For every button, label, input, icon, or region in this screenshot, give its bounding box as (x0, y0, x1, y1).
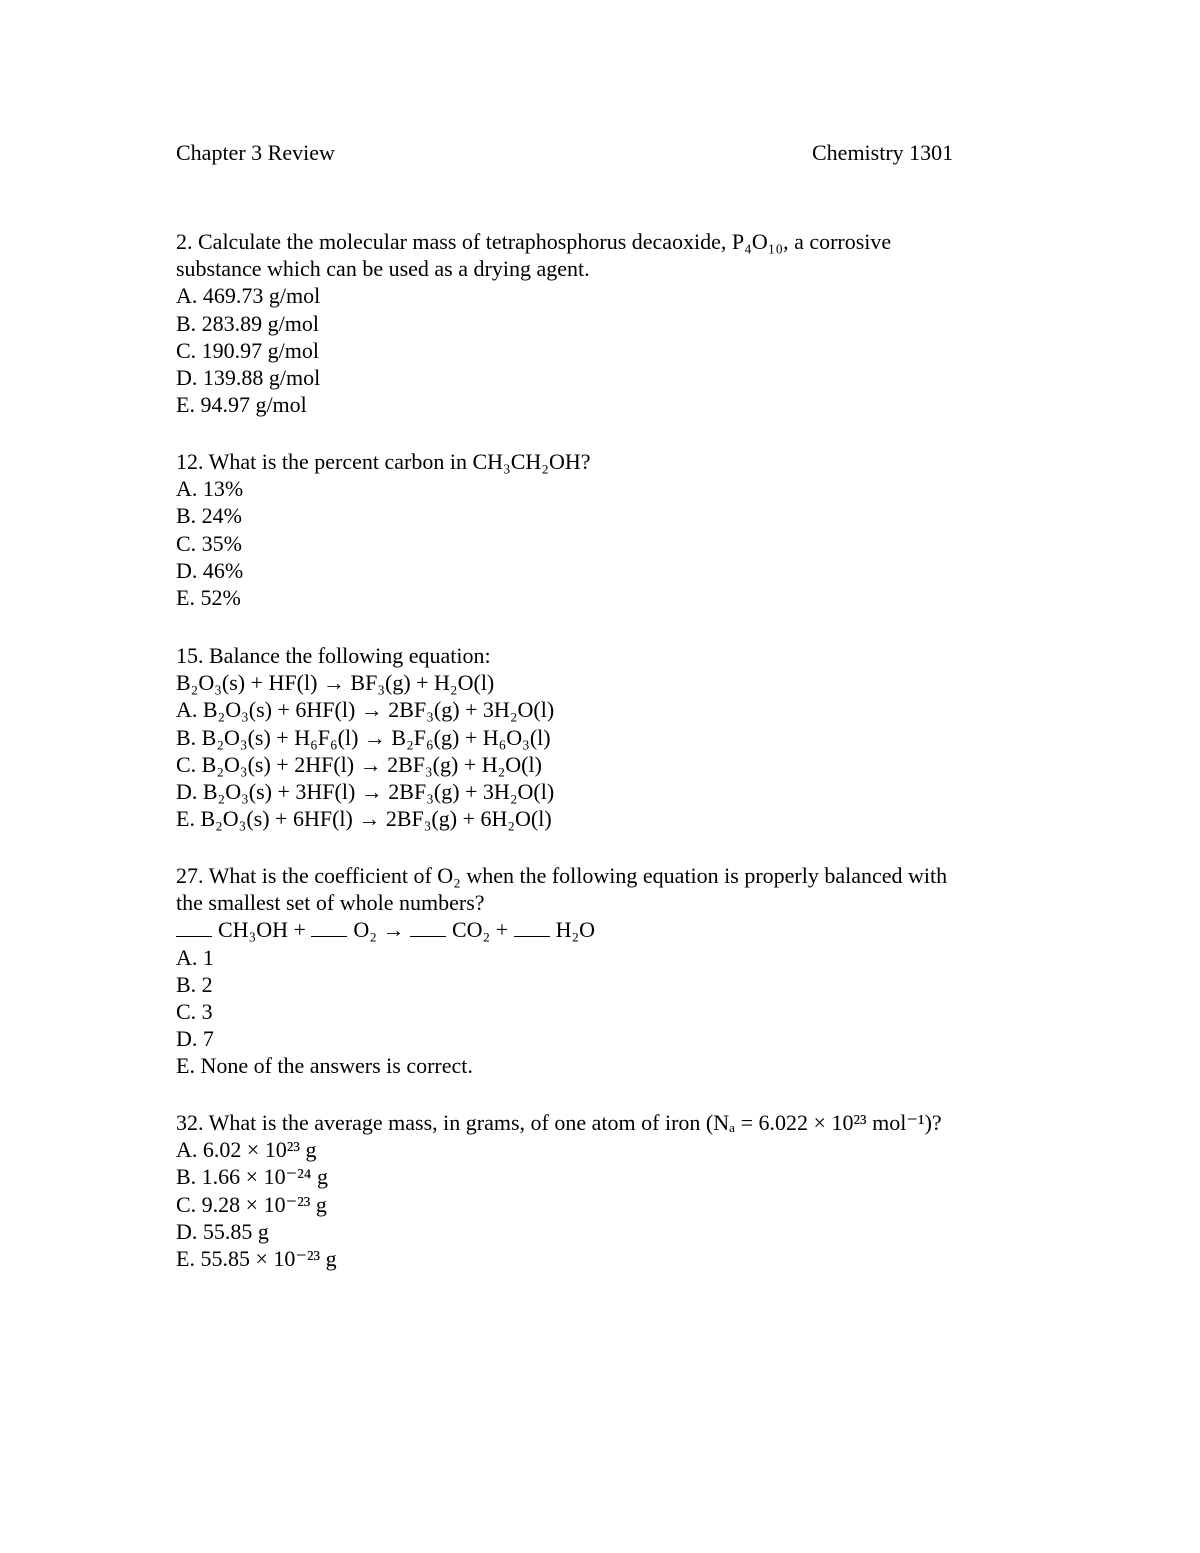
answer-option: D. 139.88 g/mol (176, 365, 321, 391)
answer-option: A. 1 (176, 944, 214, 970)
answer-option: E. B₂O₃(s) + 6HF(l) → 2BF₃(g) + 6H₂O(l) (176, 806, 552, 832)
equation-term: CH₃OH + (218, 917, 306, 943)
answer-option: E. 55.85 × 10⁻²³ g (176, 1246, 337, 1272)
coefficient-blank (514, 918, 550, 937)
question-2 (176, 228, 891, 418)
answer-option: A. 469.73 g/mol (176, 283, 321, 309)
question-stem: the smallest set of whole numbers? (176, 890, 485, 916)
course-title: Chemistry 1301 (812, 140, 954, 165)
question-12 (176, 448, 591, 611)
question-stem: 2. Calculate the molecular mass of tetraphosphorus decaoxide, P₄O₁₀, a corrosive (176, 229, 892, 254)
page-header (176, 140, 1016, 170)
answer-options (176, 282, 891, 418)
answer-option: A. 6.02 × 10²³ g (176, 1137, 317, 1163)
answer-option: D. 7 (176, 1026, 214, 1052)
question-stem: 15. Balance the following equation: (176, 643, 491, 668)
unbalanced-equation: B₂O₃(s) + HF(l) → BF₃(g) + H₂O(l) (176, 670, 495, 696)
answer-options (176, 475, 591, 611)
answer-option: E. None of the answers is correct. (176, 1053, 473, 1079)
answer-option: D. B₂O₃(s) + 3HF(l) → 2BF₃(g) + 3H₂O(l) (176, 779, 555, 805)
equation-term: O₂ → (353, 917, 405, 943)
coefficient-blank (176, 918, 212, 937)
equation-term: H₂O (555, 917, 596, 943)
answer-option: C. 3 (176, 999, 213, 1025)
question-15 (176, 642, 554, 832)
answer-options (176, 1136, 942, 1272)
equation-term: CO₂ + (451, 917, 509, 943)
answer-options (176, 696, 554, 832)
question-27 (176, 862, 947, 1080)
answer-option: D. 55.85 g (176, 1218, 269, 1244)
coefficient-blank (311, 918, 347, 937)
question-32 (176, 1109, 942, 1272)
blank-equation (176, 916, 947, 943)
question-stem: substance which can be used as a drying agent. (176, 256, 590, 282)
chapter-title: Chapter 3 Review (176, 140, 335, 165)
answer-option: A. B₂O₃(s) + 6HF(l) → 2BF₃(g) + 3H₂O(l) (176, 697, 555, 723)
answer-option: C. 35% (176, 530, 242, 556)
coefficient-blank (410, 918, 446, 937)
answer-option: E. 52% (176, 585, 241, 611)
answer-option: B. 1.66 × 10⁻²⁴ g (176, 1164, 328, 1190)
answer-option: A. 13% (176, 476, 244, 502)
question-stem: 32. What is the average mass, in grams, of one atom of iron (Nₐ = 6.022 × 10²³ mol⁻¹)? (176, 1110, 942, 1135)
answer-option: D. 46% (176, 557, 244, 583)
question-stem: 27. What is the coefficient of O₂ when the following equation is properly balanced with (176, 863, 948, 888)
answer-option: C. 9.28 × 10⁻²³ g (176, 1191, 327, 1217)
answer-option: B. 24% (176, 503, 242, 529)
answer-option: E. 94.97 g/mol (176, 392, 307, 418)
answer-option: B. B₂O₃(s) + H₆F₆(l) → B₂F₆(g) + H₆O₃(l) (176, 724, 551, 750)
answer-option: B. 283.89 g/mol (176, 310, 320, 336)
answer-options (176, 944, 947, 1080)
answer-option: C. B₂O₃(s) + 2HF(l) → 2BF₃(g) + H₂O(l) (176, 751, 542, 777)
answer-option: C. 190.97 g/mol (176, 337, 320, 363)
question-stem: 12. What is the percent carbon in CH₃CH₂OH? (176, 449, 591, 474)
answer-option: B. 2 (176, 971, 213, 997)
worksheet-page (176, 140, 1016, 1272)
